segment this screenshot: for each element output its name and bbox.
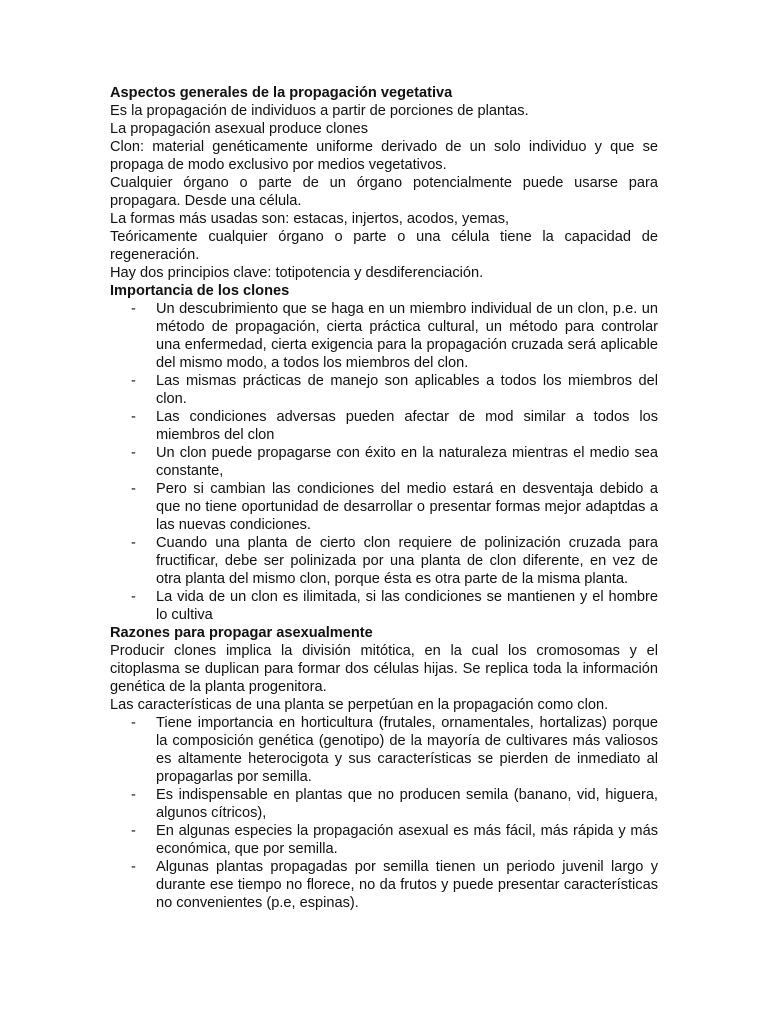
paragraph: Cualquier órgano o parte de un órgano potencialmente puede usarse para propagara. Desde una célula. [110,175,658,209]
list-item [110,444,658,480]
paragraph: Las características de una planta se perpetúan en la propagación como clon. [110,697,609,713]
paragraph: Teóricamente cualquier órgano o parte o una célula tiene la capacidad de regeneración. [110,229,658,263]
list-item-text: Un clon puede propagarse con éxito en la naturaleza mientras el medio sea constante, [156,445,658,479]
paragraph: La propagación asexual produce clones [110,121,369,137]
list-item [110,372,658,408]
dash-marker: - [131,409,136,425]
section-aspectos-generales [110,84,658,282]
dash-marker: - [131,535,136,551]
list-item [110,534,658,588]
document-page [110,84,658,912]
list-item [110,858,658,912]
paragraph: Hay dos principios clave: totipotencia y desdiferenciación. [110,265,484,281]
dash-marker: - [131,481,136,497]
dash-marker: - [131,373,136,389]
list-item-text: En algunas especies la propagación asexual es más fácil, más rápida y más económica, que por semilla. [156,823,658,857]
paragraph: Producir clones implica la división mitótica, en la cual los cromosomas y el citoplasma se duplican para formar dos células hijas. Se replica toda la información genética de la planta progenitora. [110,643,658,695]
bullet-list [110,714,658,912]
list-item [110,300,658,372]
list-item-text: Cuando una planta de cierto clon requiere de polinización cruzada para fructificar, debe ser polinizada por una planta de clon diferente, en vez de otra planta del mismo clon, porque ésta es otra parte de la misma planta. [156,535,658,587]
dash-marker: - [131,589,136,605]
paragraph: Es la propagación de individuos a partir de porciones de plantas. [110,103,529,119]
list-item-text: La vida de un clon es ilimitada, si las condiciones se mantienen y el hombre lo cultiva [156,589,658,623]
list-item-text: Las condiciones adversas pueden afectar de mod similar a todos los miembros del clon [156,409,658,443]
bullet-list [110,300,658,624]
section-heading: Razones para propagar asexualmente [110,625,373,641]
list-item [110,822,658,858]
list-item-text: Tiene importancia en horticultura (frutales, ornamentales, hortalizas) porque la composición genética (genotipo) de la mayoría de cultivares más valiosos es altamente heterocigota y sus características se pierden de inmediato al propagarlas por semilla. [156,715,658,785]
dash-marker: - [131,301,136,317]
list-item-text: Las mismas prácticas de manejo son aplicables a todos los miembros del clon. [156,373,658,407]
list-item-text: Es indispensable en plantas que no producen semila (banano, vid, higuera, algunos cítricos), [156,787,658,821]
dash-marker: - [131,715,136,731]
dash-marker: - [131,787,136,803]
list-item [110,714,658,786]
list-item [110,408,658,444]
section-heading: Aspectos generales de la propagación vegetativa [110,85,453,101]
dash-marker: - [131,823,136,839]
list-item [110,588,658,624]
list-item-text: Pero si cambian las condiciones del medio estará en desventaja debido a que no tiene oportunidad de desarrollar o presentar formas mejor adaptdas a las nuevas condiciones. [156,481,658,533]
paragraph: La formas más usadas son: estacas, injertos, acodos, yemas, [110,211,510,227]
dash-marker: - [131,445,136,461]
list-item-text: Algunas plantas propagadas por semilla tienen un periodo juvenil largo y durante ese tiempo no florece, no da frutos y puede presentar características no convenientes (p.e, espinas). [156,859,658,911]
section-importancia-clones [110,282,658,624]
paragraph: Clon: material genéticamente uniforme derivado de un solo individuo y que se propaga de modo exclusivo por medios vegetativos. [110,139,658,173]
section-heading: Importancia de los clones [110,283,290,299]
list-item [110,786,658,822]
dash-marker: - [131,859,136,875]
list-item [110,480,658,534]
list-item-text: Un descubrimiento que se haga en un miembro individual de un clon, p.e. un método de propagación, cierta práctica cultural, un método para controlar una enfermedad, cierta exigencia para la propagación cruzada será aplicable del mismo modo, a todos los miembros del clon. [156,301,658,371]
section-razones-propagar [110,624,658,912]
